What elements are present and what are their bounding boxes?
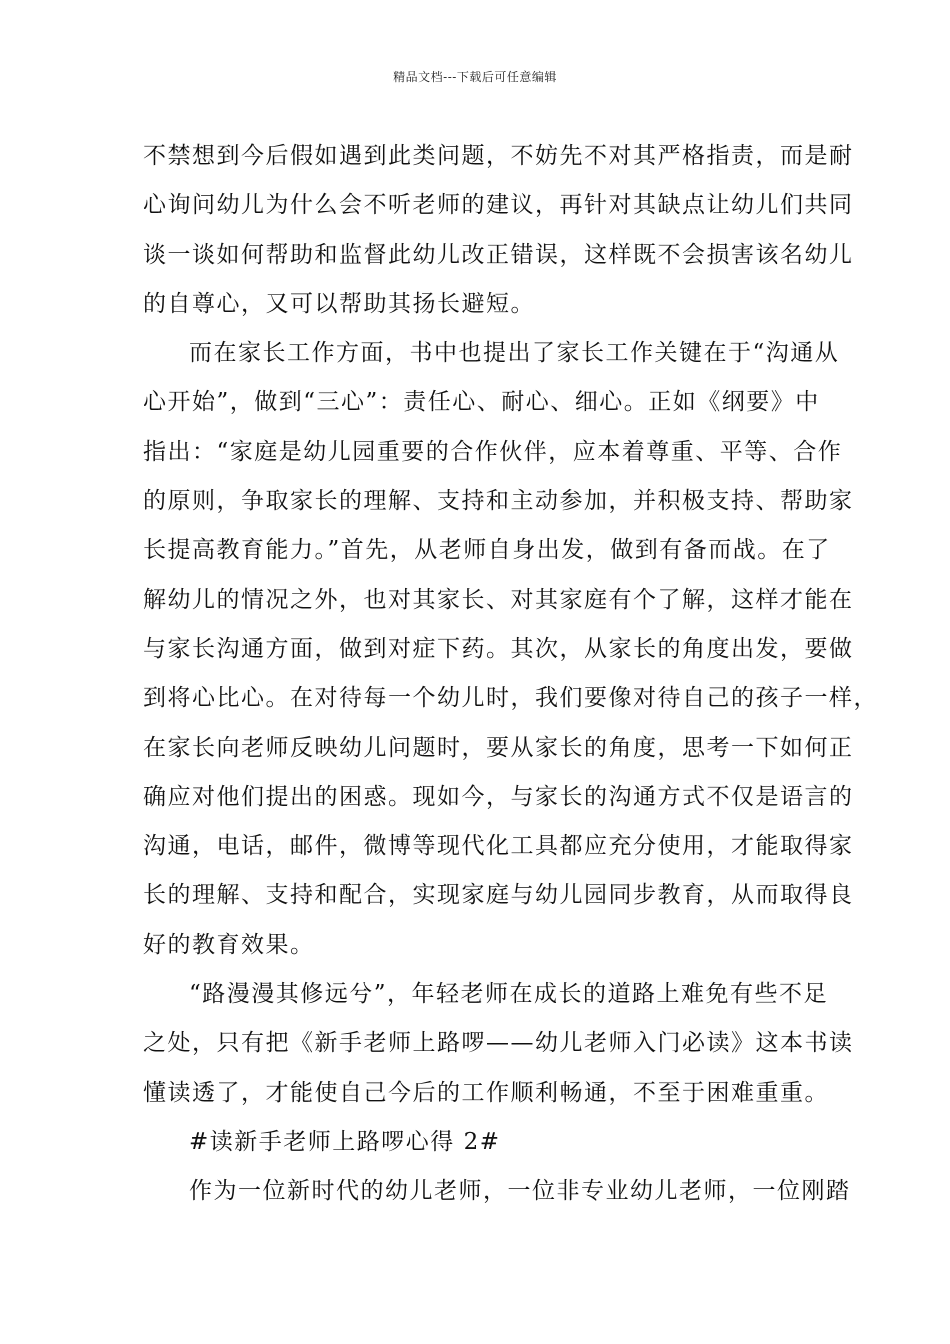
paragraph-start-line: “路漫漫其修远兮”，年轻老师在成长的道路上难免有些不足 bbox=[189, 981, 829, 1008]
paragraph-start-line: 而在家长工作方面，书中也提出了家长工作关键在于“沟通从 bbox=[189, 340, 840, 367]
text-line: 确应对他们提出的困惑。现如今，与家长的沟通方式不仅是语言的 bbox=[143, 783, 854, 810]
text-line: 长的理解、支持和配合，实现家庭与幼儿园同步教育，从而取得良 bbox=[143, 882, 854, 909]
text-line: 心开始”，做到“三心”：责任心、耐心、细心。正如《纲要》中 bbox=[143, 389, 820, 416]
text-line: 指出：“家庭是幼儿园重要的合作伙伴，应本着尊重、平等、合作 bbox=[143, 438, 843, 465]
text-line: 不禁想到今后假如遇到此类问题，不妨先不对其严格指责，而是耐 bbox=[143, 143, 854, 169]
text-line: 长提高教育能力。”首先，从老师自身出发，做到有备而战。在了 bbox=[143, 537, 831, 564]
section-heading: #读新手老师上路啰心得 2# bbox=[189, 1128, 501, 1155]
page-header: 精品文档---下载后可任意编辑 bbox=[393, 70, 557, 84]
text-line: 到将心比心。在对待每一个幼儿时，我们要像对待自己的孩子一样， bbox=[143, 685, 878, 712]
text-line: 的原则，争取家长的理解、支持和主动参加，并积极支持、帮助家 bbox=[143, 488, 854, 515]
text-line: 心询问幼儿为什么会不听老师的建议，再针对其缺点让幼儿们共同 bbox=[143, 192, 854, 219]
text-line: 的自尊心，又可以帮助其扬长避短。 bbox=[143, 290, 535, 317]
text-line: 在家长向老师反映幼儿问题时，要从家长的角度，思考一下如何正 bbox=[143, 734, 854, 761]
text-line: 与家长沟通方面，做到对症下药。其次，从家长的角度出发，要做 bbox=[143, 635, 854, 662]
text-line: 懂读透了，才能使自己今后的工作顺利畅通，不至于困难重重。 bbox=[143, 1079, 829, 1106]
document-body bbox=[143, 132, 878, 1217]
text-line: 好的教育效果。 bbox=[143, 931, 315, 958]
text-line: 谈一谈如何帮助和监督此幼儿改正错误，这样既不会损害该名幼儿 bbox=[143, 241, 854, 268]
text-line: 解幼儿的情况之外，也对其家长、对其家庭有个了解，这样才能在 bbox=[143, 586, 854, 613]
text-line: 之处，只有把《新手老师上路啰——幼儿老师入门必读》这本书读 bbox=[143, 1030, 854, 1057]
paragraph-start-line: 作为一位新时代的幼儿老师，一位非专业幼儿老师，一位刚踏 bbox=[189, 1178, 851, 1205]
text-line: 沟通，电话，邮件，微博等现代化工具都应充分使用，才能取得家 bbox=[143, 833, 854, 860]
